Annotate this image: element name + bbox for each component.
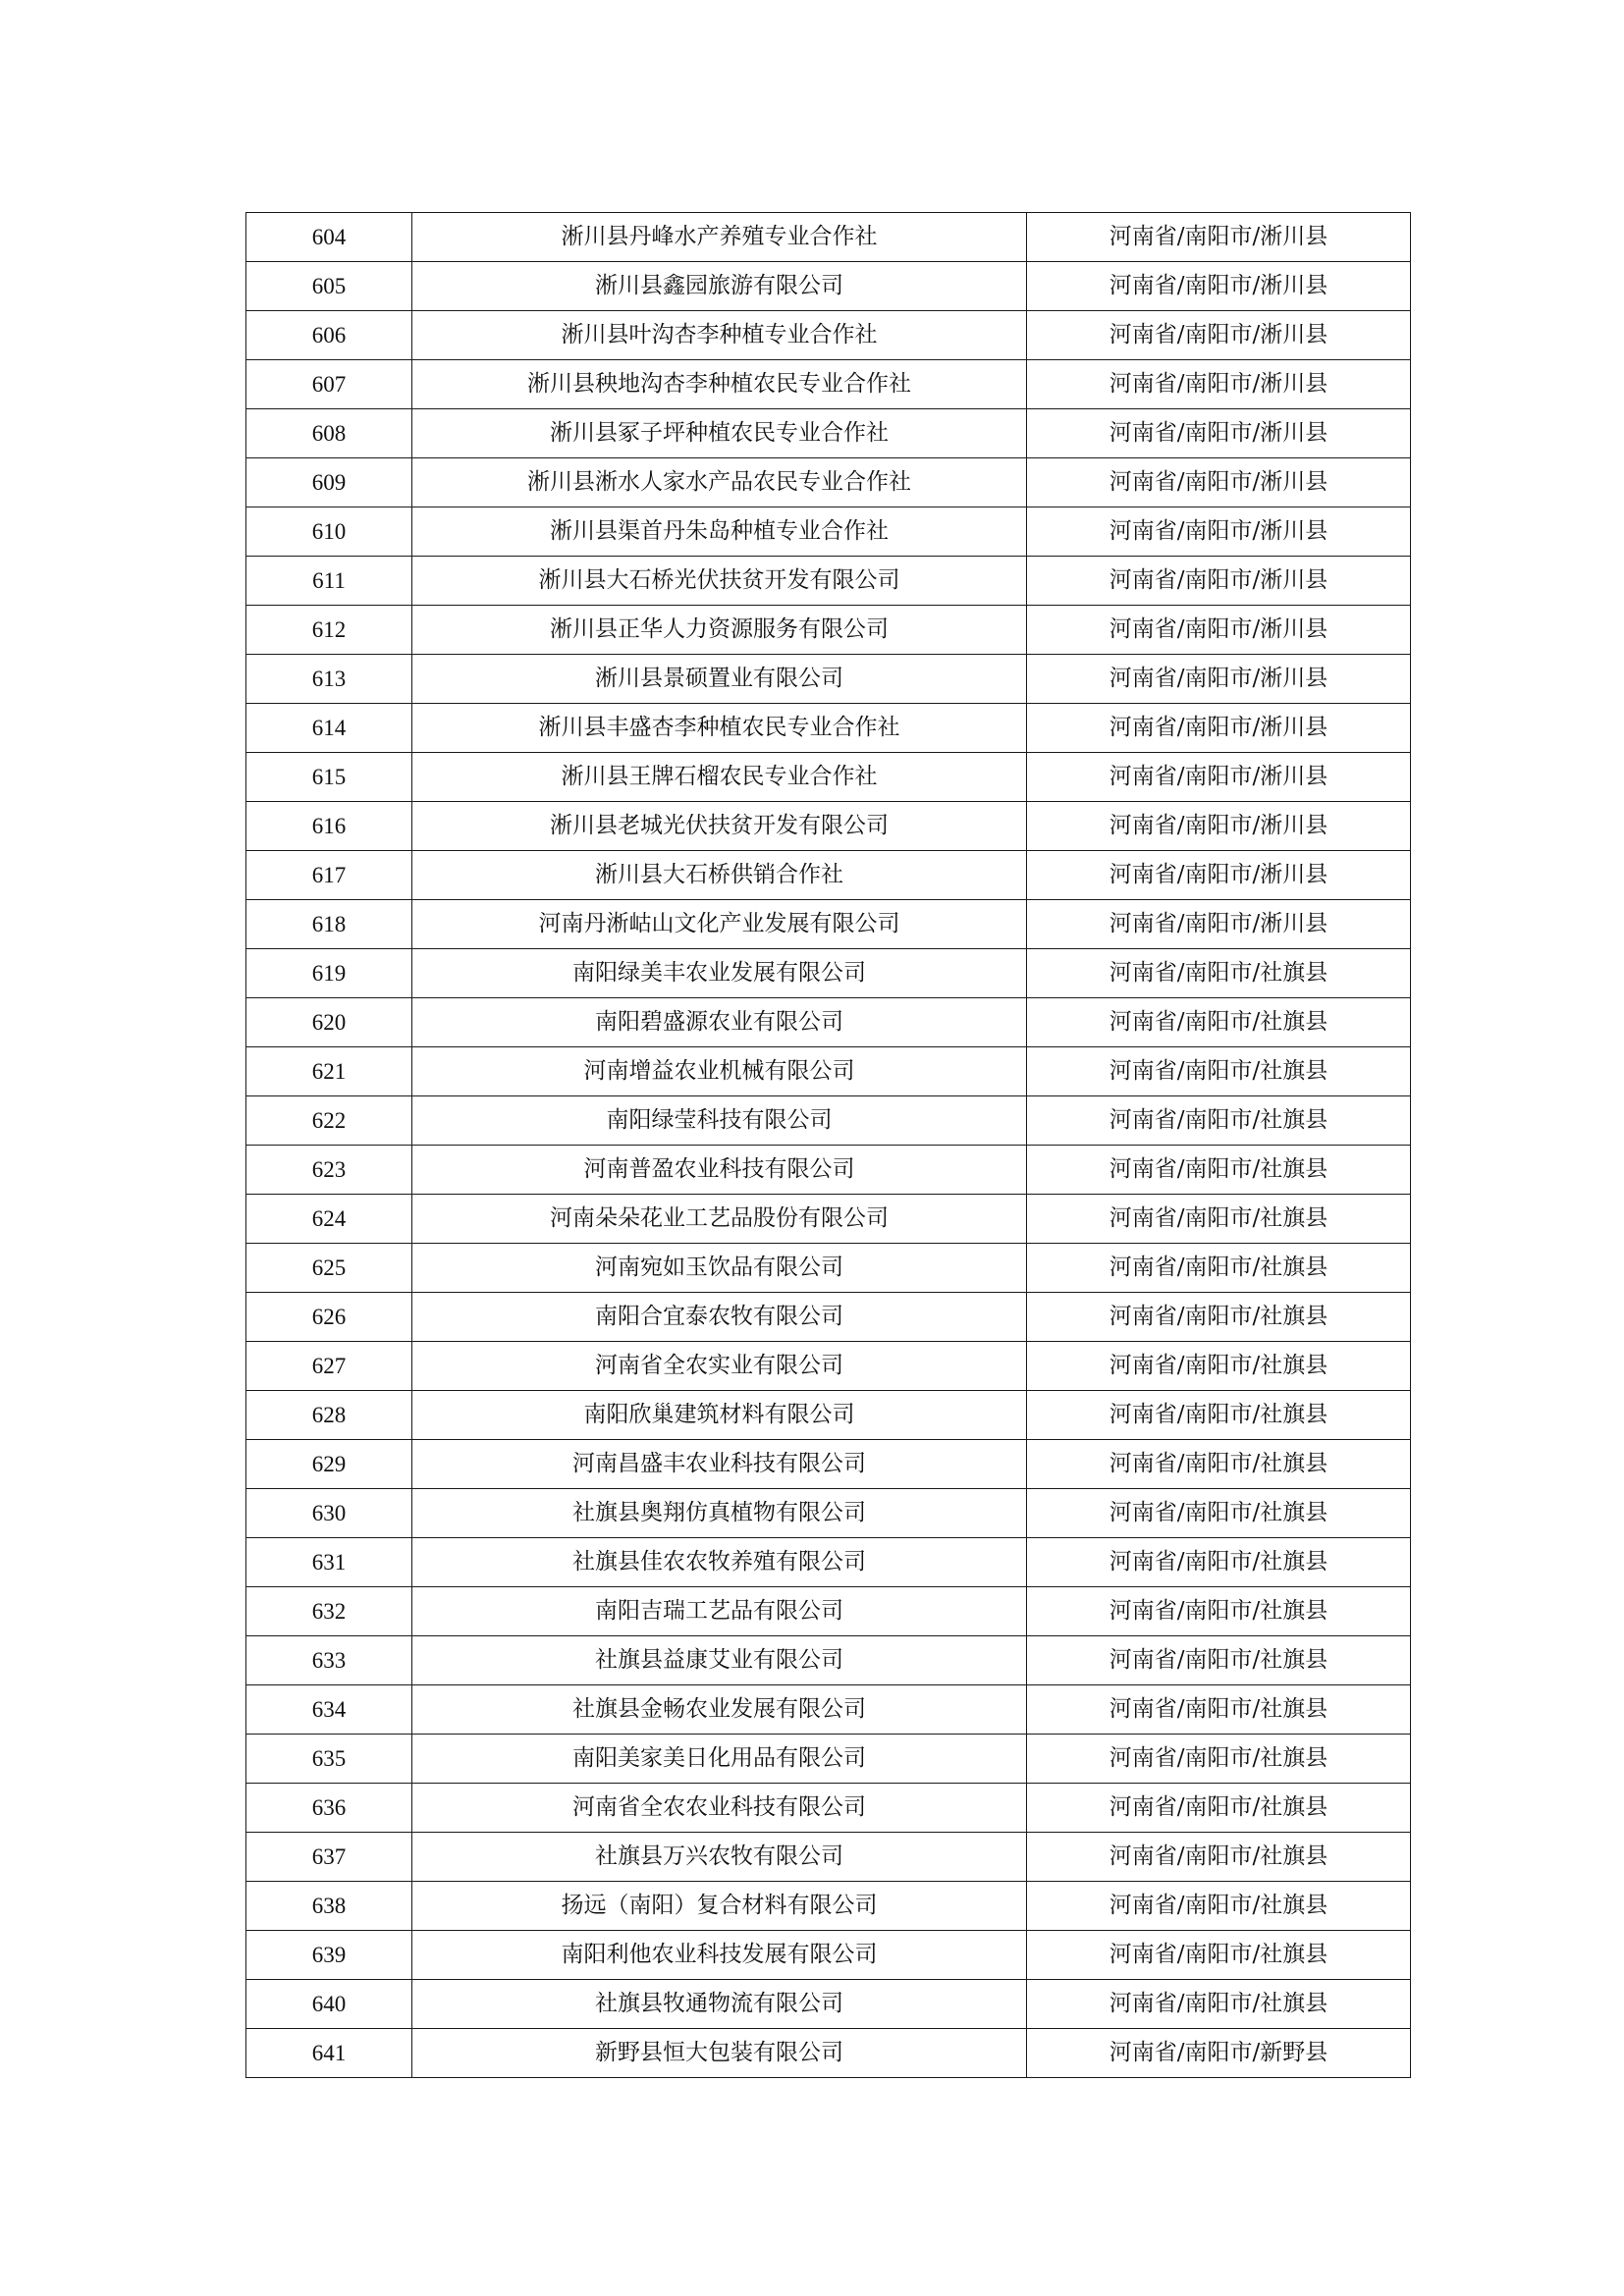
company-name: 河南宛如玉饮品有限公司 xyxy=(412,1244,1027,1293)
row-number: 618 xyxy=(246,900,412,949)
region-location: 河南省/南阳市/淅川县 xyxy=(1027,802,1411,851)
region-location: 河南省/南阳市/社旗县 xyxy=(1027,1293,1411,1342)
company-name: 淅川县大石桥供销合作社 xyxy=(412,851,1027,900)
company-name: 南阳绿美丰农业发展有限公司 xyxy=(412,949,1027,998)
region-location: 河南省/南阳市/社旗县 xyxy=(1027,1489,1411,1538)
table-row xyxy=(246,1980,1411,2029)
row-number: 633 xyxy=(246,1636,412,1685)
row-number: 606 xyxy=(246,311,412,360)
region-location: 河南省/南阳市/淅川县 xyxy=(1027,753,1411,802)
region-location: 河南省/南阳市/社旗县 xyxy=(1027,1784,1411,1833)
company-name: 社旗县佳农农牧养殖有限公司 xyxy=(412,1538,1027,1587)
company-name: 南阳绿莹科技有限公司 xyxy=(412,1096,1027,1146)
table-row xyxy=(246,1489,1411,1538)
region-location: 河南省/南阳市/社旗县 xyxy=(1027,1587,1411,1636)
table-row xyxy=(246,1784,1411,1833)
company-name: 淅川县正华人力资源服务有限公司 xyxy=(412,606,1027,655)
enterprise-list-table xyxy=(245,212,1411,2078)
table-row xyxy=(246,1538,1411,1587)
region-location: 河南省/南阳市/社旗县 xyxy=(1027,998,1411,1047)
row-number: 604 xyxy=(246,213,412,262)
company-name: 淅川县景硕置业有限公司 xyxy=(412,655,1027,704)
region-location: 河南省/南阳市/社旗县 xyxy=(1027,1980,1411,2029)
region-location: 河南省/南阳市/淅川县 xyxy=(1027,409,1411,458)
company-name: 淅川县丰盛杏李种植农民专业合作社 xyxy=(412,704,1027,753)
table-row xyxy=(246,1636,1411,1685)
table-row xyxy=(246,557,1411,606)
row-number: 635 xyxy=(246,1735,412,1784)
company-name: 南阳碧盛源农业有限公司 xyxy=(412,998,1027,1047)
company-name: 社旗县奥翔仿真植物有限公司 xyxy=(412,1489,1027,1538)
company-name: 河南省全农农业科技有限公司 xyxy=(412,1784,1027,1833)
table-row xyxy=(246,1587,1411,1636)
company-name: 淅川县淅水人家水产品农民专业合作社 xyxy=(412,458,1027,507)
region-location: 河南省/南阳市/社旗县 xyxy=(1027,1735,1411,1784)
region-location: 河南省/南阳市/社旗县 xyxy=(1027,949,1411,998)
table-row xyxy=(246,802,1411,851)
company-name: 南阳利他农业科技发展有限公司 xyxy=(412,1931,1027,1980)
company-name: 社旗县益康艾业有限公司 xyxy=(412,1636,1027,1685)
company-name: 南阳欣巢建筑材料有限公司 xyxy=(412,1391,1027,1440)
row-number: 620 xyxy=(246,998,412,1047)
region-location: 河南省/南阳市/社旗县 xyxy=(1027,1096,1411,1146)
region-location: 河南省/南阳市/社旗县 xyxy=(1027,1047,1411,1096)
company-name: 河南昌盛丰农业科技有限公司 xyxy=(412,1440,1027,1489)
row-number: 629 xyxy=(246,1440,412,1489)
region-location: 河南省/南阳市/淅川县 xyxy=(1027,507,1411,557)
table-row xyxy=(246,851,1411,900)
table-row xyxy=(246,507,1411,557)
row-number: 607 xyxy=(246,360,412,409)
region-location: 河南省/南阳市/淅川县 xyxy=(1027,360,1411,409)
region-location: 河南省/南阳市/社旗县 xyxy=(1027,1538,1411,1587)
table-row xyxy=(246,409,1411,458)
table-row xyxy=(246,1293,1411,1342)
region-location: 河南省/南阳市/淅川县 xyxy=(1027,900,1411,949)
company-name: 淅川县王牌石榴农民专业合作社 xyxy=(412,753,1027,802)
row-number: 636 xyxy=(246,1784,412,1833)
row-number: 637 xyxy=(246,1833,412,1882)
row-number: 616 xyxy=(246,802,412,851)
company-name: 淅川县丹峰水产养殖专业合作社 xyxy=(412,213,1027,262)
row-number: 640 xyxy=(246,1980,412,2029)
table-row xyxy=(246,949,1411,998)
company-name: 扬远（南阳）复合材料有限公司 xyxy=(412,1882,1027,1931)
table-row xyxy=(246,606,1411,655)
table-row xyxy=(246,1047,1411,1096)
region-location: 河南省/南阳市/社旗县 xyxy=(1027,1244,1411,1293)
company-name: 河南朵朵花业工艺品股份有限公司 xyxy=(412,1195,1027,1244)
table-row xyxy=(246,1096,1411,1146)
region-location: 河南省/南阳市/社旗县 xyxy=(1027,1833,1411,1882)
company-name: 新野县恒大包装有限公司 xyxy=(412,2029,1027,2078)
table-row xyxy=(246,753,1411,802)
region-location: 河南省/南阳市/淅川县 xyxy=(1027,851,1411,900)
table-row xyxy=(246,1244,1411,1293)
table-row xyxy=(246,458,1411,507)
company-name: 淅川县渠首丹朱岛种植专业合作社 xyxy=(412,507,1027,557)
region-location: 河南省/南阳市/淅川县 xyxy=(1027,704,1411,753)
row-number: 613 xyxy=(246,655,412,704)
table-body xyxy=(246,213,1411,2078)
row-number: 631 xyxy=(246,1538,412,1587)
region-location: 河南省/南阳市/社旗县 xyxy=(1027,1342,1411,1391)
region-location: 河南省/南阳市/淅川县 xyxy=(1027,311,1411,360)
row-number: 624 xyxy=(246,1195,412,1244)
row-number: 641 xyxy=(246,2029,412,2078)
region-location: 河南省/南阳市/社旗县 xyxy=(1027,1636,1411,1685)
region-location: 河南省/南阳市/社旗县 xyxy=(1027,1931,1411,1980)
table-row xyxy=(246,1440,1411,1489)
region-location: 河南省/南阳市/新野县 xyxy=(1027,2029,1411,2078)
company-name: 河南丹淅岵山文化产业发展有限公司 xyxy=(412,900,1027,949)
table-row xyxy=(246,1882,1411,1931)
table-row xyxy=(246,262,1411,311)
row-number: 623 xyxy=(246,1146,412,1195)
row-number: 639 xyxy=(246,1931,412,1980)
company-name: 淅川县叶沟杏李种植专业合作社 xyxy=(412,311,1027,360)
table-row xyxy=(246,1146,1411,1195)
region-location: 河南省/南阳市/社旗县 xyxy=(1027,1146,1411,1195)
row-number: 610 xyxy=(246,507,412,557)
table-row xyxy=(246,900,1411,949)
table-row xyxy=(246,1342,1411,1391)
company-name: 社旗县万兴农牧有限公司 xyxy=(412,1833,1027,1882)
region-location: 河南省/南阳市/淅川县 xyxy=(1027,213,1411,262)
table-row xyxy=(246,1833,1411,1882)
row-number: 632 xyxy=(246,1587,412,1636)
region-location: 河南省/南阳市/社旗县 xyxy=(1027,1440,1411,1489)
company-name: 淅川县冢子坪种植农民专业合作社 xyxy=(412,409,1027,458)
region-location: 河南省/南阳市/社旗县 xyxy=(1027,1391,1411,1440)
company-name: 淅川县老城光伏扶贫开发有限公司 xyxy=(412,802,1027,851)
region-location: 河南省/南阳市/淅川县 xyxy=(1027,262,1411,311)
table-row xyxy=(246,1931,1411,1980)
company-name: 社旗县金畅农业发展有限公司 xyxy=(412,1685,1027,1735)
row-number: 615 xyxy=(246,753,412,802)
row-number: 605 xyxy=(246,262,412,311)
row-number: 626 xyxy=(246,1293,412,1342)
region-location: 河南省/南阳市/淅川县 xyxy=(1027,458,1411,507)
company-name: 社旗县牧通物流有限公司 xyxy=(412,1980,1027,2029)
row-number: 630 xyxy=(246,1489,412,1538)
region-location: 河南省/南阳市/淅川县 xyxy=(1027,655,1411,704)
row-number: 628 xyxy=(246,1391,412,1440)
company-name: 河南省全农实业有限公司 xyxy=(412,1342,1027,1391)
row-number: 622 xyxy=(246,1096,412,1146)
row-number: 609 xyxy=(246,458,412,507)
region-location: 河南省/南阳市/社旗县 xyxy=(1027,1195,1411,1244)
row-number: 634 xyxy=(246,1685,412,1735)
row-number: 614 xyxy=(246,704,412,753)
row-number: 638 xyxy=(246,1882,412,1931)
table-row xyxy=(246,1735,1411,1784)
company-name: 南阳合宜泰农牧有限公司 xyxy=(412,1293,1027,1342)
company-name: 南阳美家美日化用品有限公司 xyxy=(412,1735,1027,1784)
table-row xyxy=(246,998,1411,1047)
table-row xyxy=(246,360,1411,409)
row-number: 611 xyxy=(246,557,412,606)
company-name: 淅川县鑫园旅游有限公司 xyxy=(412,262,1027,311)
table-row xyxy=(246,655,1411,704)
row-number: 617 xyxy=(246,851,412,900)
table-row xyxy=(246,704,1411,753)
row-number: 612 xyxy=(246,606,412,655)
table-row xyxy=(246,213,1411,262)
row-number: 621 xyxy=(246,1047,412,1096)
table-row xyxy=(246,1391,1411,1440)
table-row xyxy=(246,2029,1411,2078)
company-name: 南阳吉瑞工艺品有限公司 xyxy=(412,1587,1027,1636)
table-row xyxy=(246,311,1411,360)
region-location: 河南省/南阳市/淅川县 xyxy=(1027,557,1411,606)
region-location: 河南省/南阳市/淅川县 xyxy=(1027,606,1411,655)
row-number: 608 xyxy=(246,409,412,458)
company-name: 河南普盈农业科技有限公司 xyxy=(412,1146,1027,1195)
region-location: 河南省/南阳市/社旗县 xyxy=(1027,1685,1411,1735)
table-row xyxy=(246,1195,1411,1244)
company-name: 淅川县秧地沟杏李种植农民专业合作社 xyxy=(412,360,1027,409)
table-row xyxy=(246,1685,1411,1735)
row-number: 619 xyxy=(246,949,412,998)
region-location: 河南省/南阳市/社旗县 xyxy=(1027,1882,1411,1931)
row-number: 627 xyxy=(246,1342,412,1391)
company-name: 河南增益农业机械有限公司 xyxy=(412,1047,1027,1096)
company-name: 淅川县大石桥光伏扶贫开发有限公司 xyxy=(412,557,1027,606)
row-number: 625 xyxy=(246,1244,412,1293)
